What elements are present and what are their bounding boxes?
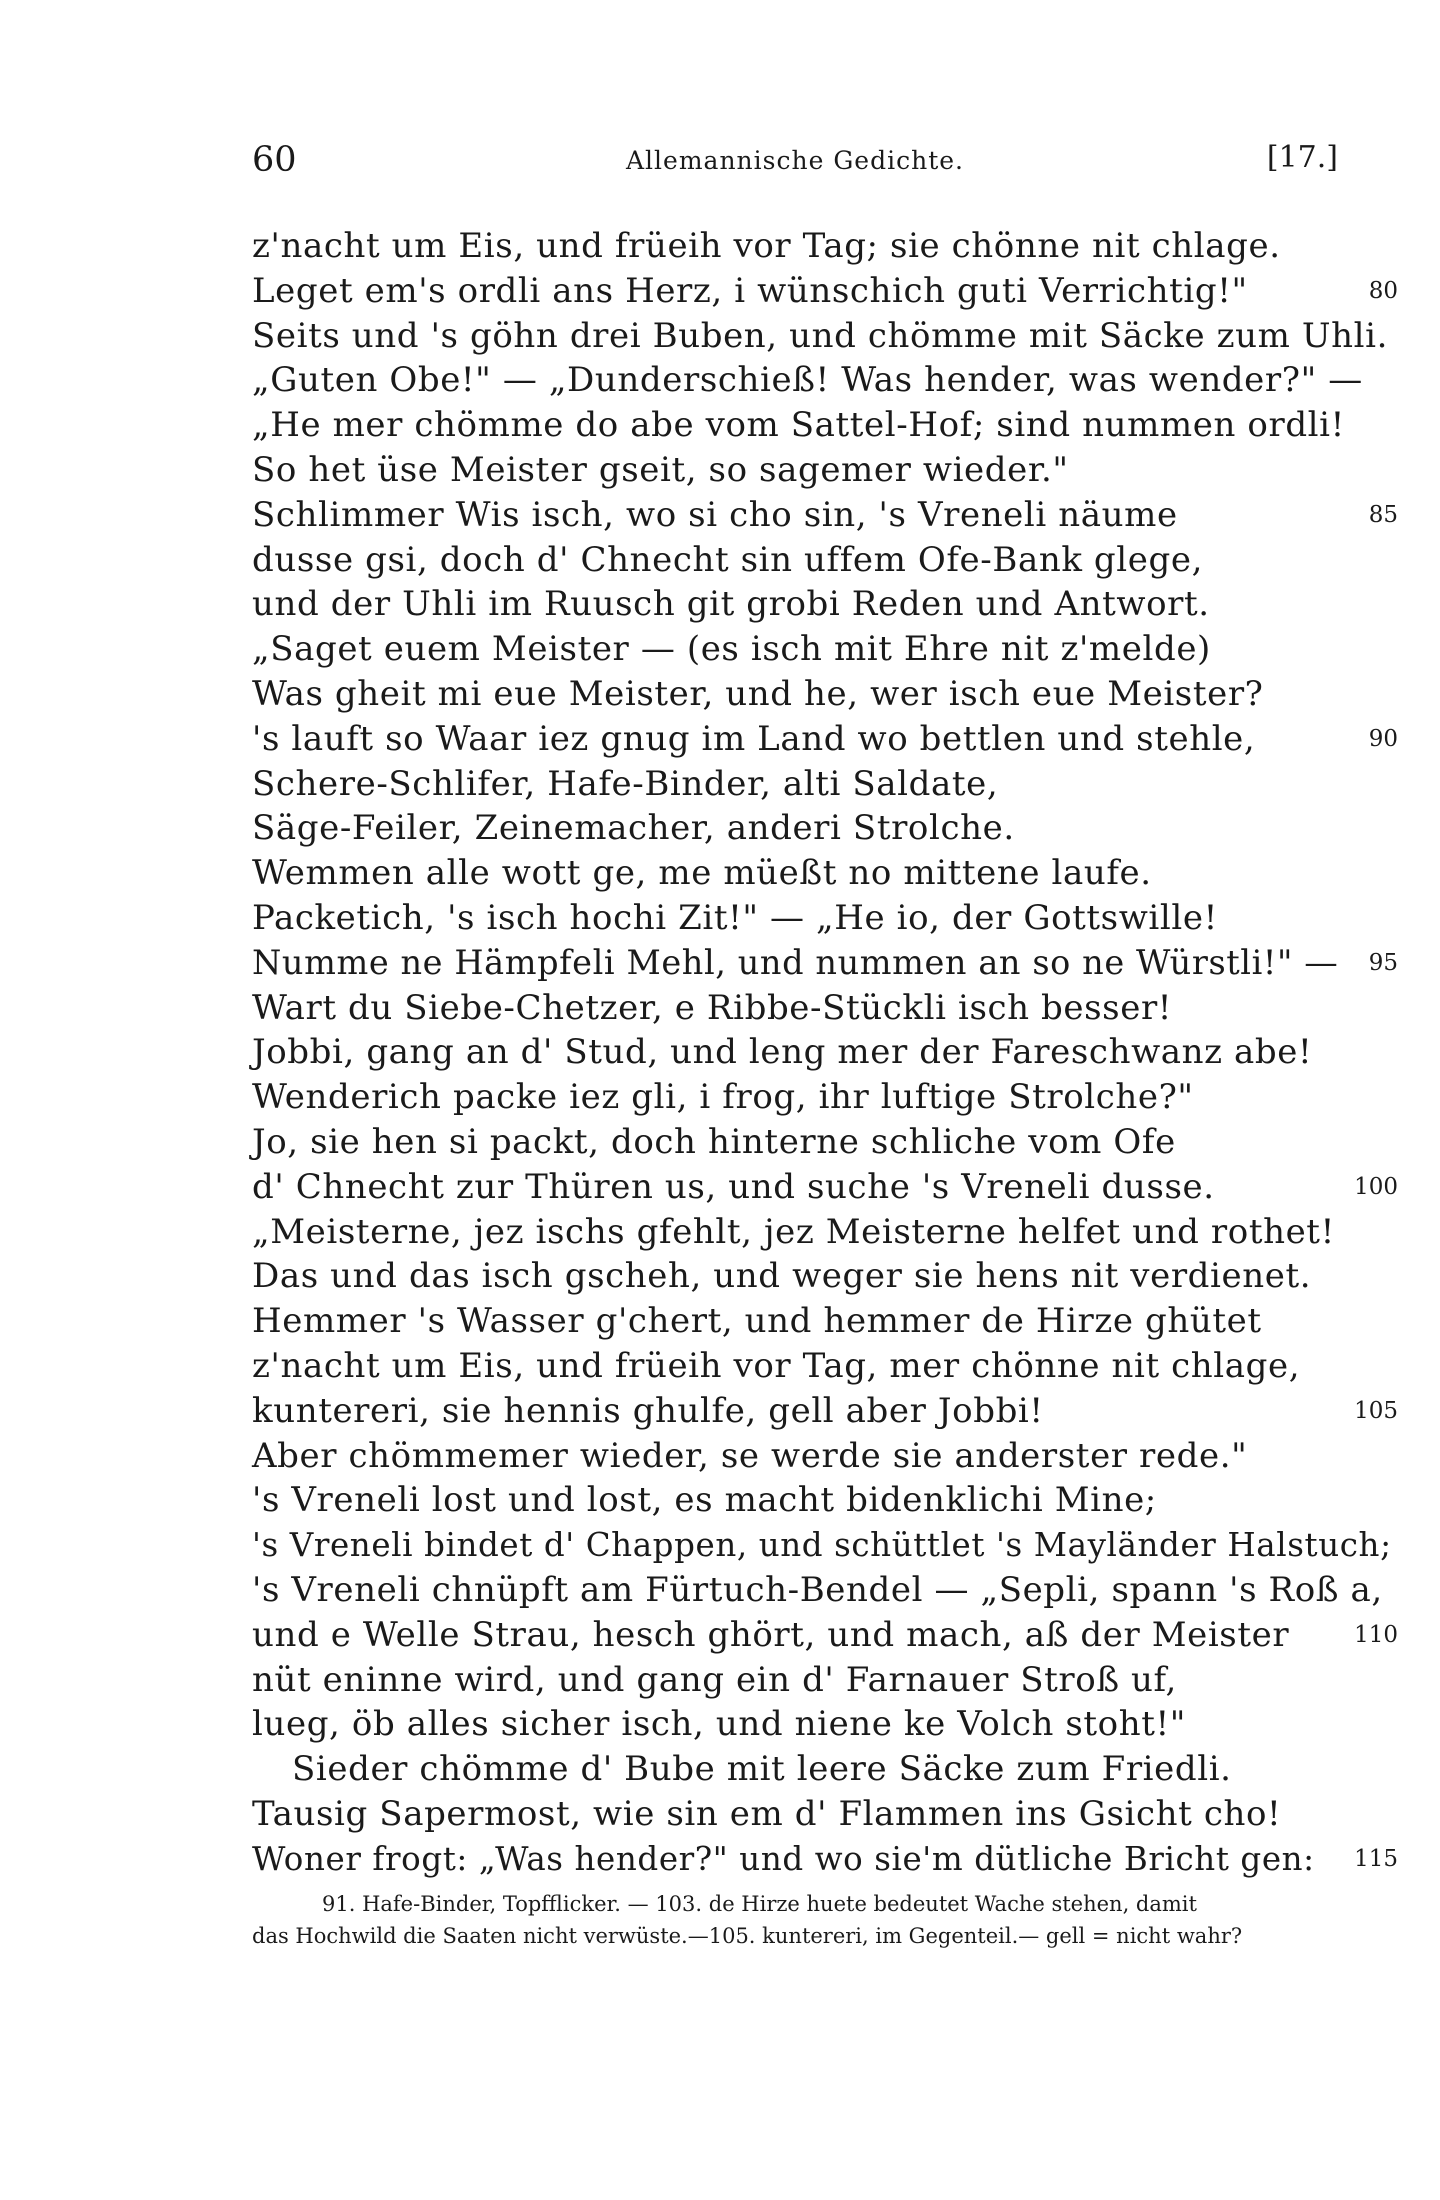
page-header	[252, 140, 1338, 188]
verse-line	[252, 1254, 1398, 1299]
verse-text: z'nacht um Eis, und früeih vor Tag; sie chönne nit chlage.	[252, 226, 1281, 266]
verse-line	[252, 1434, 1398, 1479]
verse-text: „He mer chömme do abe vom Sattel-Hof; sind nummen ordli!	[252, 405, 1345, 446]
verse-text: Was gheit mi eue Meister, und he, wer isch eue Meister?	[252, 673, 1264, 714]
verse-line	[252, 269, 1398, 314]
verse-text: Schere-Schlifer, Hafe-Binder, alti Saldate,	[252, 763, 999, 804]
verse-text: Packetich, 's isch hochi Zit!" — „He io, der Gottswille!	[252, 897, 1218, 938]
verse-line	[252, 358, 1398, 403]
verse-line	[252, 1120, 1398, 1165]
verse-text: Hemmer 's Wasser g'chert, und hemmer de Hirze ghütet	[252, 1301, 1262, 1342]
verse-line	[252, 403, 1398, 448]
verse-text: Tausig Sapermost, wie sin em d' Flammen ins Gsicht cho!	[252, 1793, 1282, 1834]
verse-line	[252, 538, 1398, 583]
verse-line	[252, 1747, 1398, 1792]
verse-text: Jo, sie hen si packt, doch hinterne schliche vom Ofe	[252, 1121, 1176, 1162]
verse-line	[252, 1702, 1398, 1747]
line-number: 95	[1368, 949, 1398, 976]
verse-line	[252, 1478, 1398, 1523]
verse-text: Wemmen alle wott ge, me müeßt no mittene laufe.	[252, 853, 1152, 894]
verse-line	[252, 1389, 1398, 1434]
line-number: 80	[1368, 277, 1398, 304]
verse-text: Säge-Feiler, Zeinemacher, anderi Strolche.	[252, 808, 1015, 849]
verse-line	[252, 1523, 1398, 1568]
verse-line	[252, 1568, 1398, 1613]
verse-line	[252, 1792, 1398, 1837]
verse-text: und der Uhli im Ruusch git grobi Reden und Antwort.	[252, 584, 1210, 625]
line-number: 115	[1354, 1845, 1398, 1872]
verse-line	[252, 896, 1398, 941]
verse-text: z'nacht um Eis, und früeih vor Tag, mer chönne nit chlage,	[252, 1345, 1301, 1386]
verse-text: „Saget euem Meister — (es isch mit Ehre nit z'melde)	[252, 629, 1211, 670]
footnotes	[252, 1888, 1338, 1952]
poem-text	[252, 224, 1398, 1881]
verse-line	[252, 717, 1398, 762]
verse-text: Jobbi, gang an d' Stud, und leng mer der Fareschwanz abe!	[252, 1032, 1313, 1073]
verse-line	[252, 1075, 1398, 1120]
line-number: 85	[1368, 501, 1398, 528]
verse-line	[252, 1613, 1398, 1658]
verse-text: Sieder chömme d' Bube mit leere Säcke zum Friedli.	[292, 1749, 1232, 1790]
line-number: 90	[1368, 725, 1398, 752]
line-number: 100	[1354, 1173, 1398, 1200]
footnote-line: das Hochwild die Saaten nicht verwüste.—105. kuntereri, im Gegenteil.— gell = nicht wahr?	[252, 1924, 1243, 1948]
verse-text: lueg, öb alles sicher isch, und niene ke Volch stoht!"	[252, 1704, 1187, 1745]
footnote-line: 91. Hafe-Binder, Topfflicker. — 103. de Hirze huete bedeutet Wache stehen, damit	[322, 1892, 1197, 1916]
verse-text: kuntereri, sie hennis ghulfe, gell aber Jobbi!	[252, 1390, 1044, 1431]
verse-text: Wenderich packe iez gli, i frog, ihr luftige Strolche?"	[252, 1077, 1194, 1118]
page-number: 60	[252, 140, 297, 180]
verse-line	[252, 986, 1398, 1031]
verse-text: 's Vreneli chnüpft am Fürtuch-Bendel — „Sepli, spann 's Roß a,	[252, 1569, 1383, 1610]
verse-text: Numme ne Hämpfeli Mehl, und nummen an so ne Würstli!" —	[252, 942, 1339, 982]
verse-text: Wart du Siebe-Chetzer, e Ribbe-Stückli isch besser!	[252, 987, 1173, 1028]
verse-text: nüt eninne wird, und gang ein d' Farnauer Stroß uf,	[252, 1659, 1177, 1700]
line-number: 105	[1354, 1397, 1398, 1424]
running-title: Allemannische Gedichte.	[626, 146, 964, 175]
verse-text: und e Welle Strau, hesch ghört, und mach, aß der Meister	[252, 1614, 1290, 1655]
verse-line	[252, 806, 1398, 851]
verse-text: d' Chnecht zur Thüren us, und suche 's Vreneli dusse.	[252, 1166, 1215, 1207]
verse-line	[252, 1165, 1398, 1210]
verse-text: 's lauft so Waar iez gnug im Land wo bettlen und stehle,	[252, 718, 1256, 759]
verse-text: So het üse Meister gseit, so sagemer wieder."	[252, 449, 1069, 490]
verse-line	[252, 314, 1398, 359]
verse-line	[252, 448, 1398, 493]
verse-text: „Meisterne, jez ischs gfehlt, jez Meisterne helfet und rothet!	[252, 1211, 1335, 1252]
line-number: 110	[1354, 1621, 1398, 1648]
verse-line	[252, 1837, 1398, 1882]
signature-mark: [17.]	[1266, 140, 1338, 175]
verse-text: Leget em's ordli ans Herz, i wünschich guti Verrichtig!"	[252, 270, 1248, 311]
verse-line	[252, 672, 1398, 717]
verse-text: „Guten Obe!" — „Dunderschieß! Was hender, was wender?" —	[252, 360, 1363, 401]
verse-text: Das und das isch gscheh, und weger sie hens nit verdienet.	[252, 1256, 1312, 1297]
verse-text: 's Vreneli bindet d' Chappen, und schüttlet 's Mayländer Halstuch;	[252, 1526, 1392, 1565]
verse-text: Schlimmer Wis isch, wo si cho sin, 's Vreneli näume	[252, 494, 1178, 535]
verse-text: dusse gsi, doch d' Chnecht sin uffem Ofe-Bank glege,	[252, 539, 1203, 580]
verse-line	[252, 1030, 1398, 1075]
verse-line	[252, 493, 1398, 538]
verse-text: Aber chömmemer wieder, se werde sie anderster rede."	[252, 1435, 1248, 1476]
verse-line	[252, 1210, 1398, 1255]
verse-text: Woner frogt: „Was hender?" und wo sie'm dütliche Bricht gen:	[252, 1839, 1315, 1878]
verse-line	[252, 224, 1398, 269]
verse-line	[252, 1299, 1398, 1344]
verse-line	[252, 627, 1398, 672]
verse-line	[252, 582, 1398, 627]
verse-line	[252, 1658, 1398, 1703]
verse-line	[252, 1344, 1398, 1389]
verse-text: 's Vreneli lost und lost, es macht bidenklichi Mine;	[252, 1480, 1157, 1521]
verse-line	[252, 851, 1398, 896]
verse-text: Seits und 's göhn drei Buben, und chömme mit Säcke zum Uhli.	[252, 315, 1388, 356]
verse-line	[252, 762, 1398, 807]
verse-line	[252, 941, 1398, 986]
